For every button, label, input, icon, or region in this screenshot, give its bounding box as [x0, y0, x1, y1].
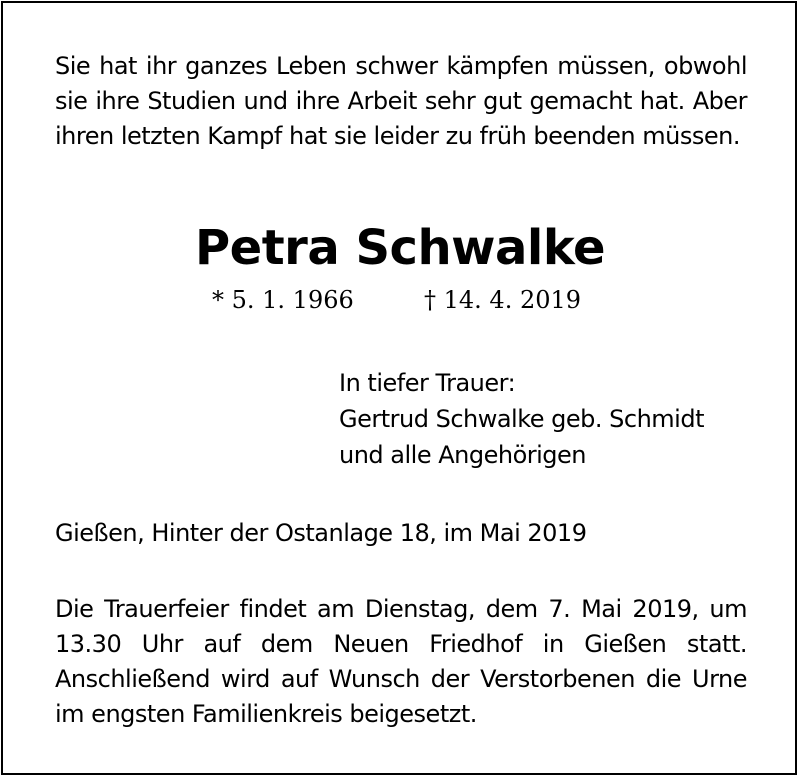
deceased-name: Petra Schwalke — [194, 220, 606, 276]
intro-paragraph: Sie hat ihr ganzes Leben schwer kämpfen müssen, obwohl sie ihre Studien und ihre Arbeit sehr gut gemacht hat. Aber ihren letzten Kampf hat sie leider zu früh beenden müssen. — [55, 52, 747, 150]
death-date: † 14. 4. 2019 — [424, 286, 582, 314]
mourners-line-2: und alle Angehörigen — [339, 441, 586, 469]
mourners-block — [339, 365, 704, 473]
mourners-heading: In tiefer Trauer: — [339, 369, 516, 397]
birth-date: * 5. 1. 1966 — [212, 286, 354, 314]
place-and-date: Gießen, Hinter der Ostanlage 18, im Mai 2019 — [55, 519, 587, 547]
mourners-line-1: Gertrud Schwalke geb. Schmidt — [339, 405, 704, 433]
service-paragraph: Die Trauerfeier findet am Dienstag, dem 7. Mai 2019, um 13.30 Uhr auf dem Neuen Friedhof in Gießen statt. Anschließend wird auf Wunsch der Verstorbenen die Urne im engsten Familienkreis beigesetzt. — [55, 595, 747, 728]
